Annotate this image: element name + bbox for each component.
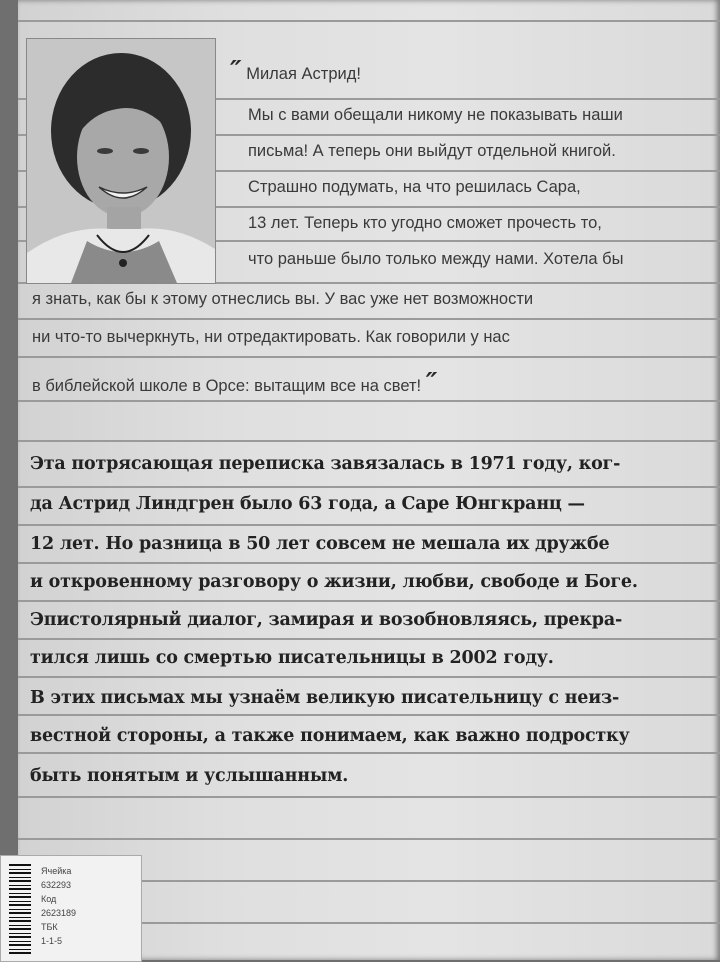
description-line: 12 лет. Но разница в 50 лет совсем не мешала их дружбе	[30, 534, 610, 554]
ruled-line	[18, 440, 720, 442]
ruled-line	[18, 796, 720, 798]
open-quote-mark: ″	[230, 56, 242, 86]
quote-line: письма! А теперь они выйдут отдельной книгой.	[248, 142, 616, 160]
barcode	[9, 862, 31, 954]
quote-text-block	[230, 56, 700, 270]
quote-text-block-continued	[32, 282, 702, 398]
ruled-line	[18, 20, 720, 22]
ruled-line	[18, 838, 720, 840]
description-line: да Астрид Линдгрен было 63 года, а Саре Юнгкранц —	[30, 494, 585, 514]
book-back-cover	[18, 0, 720, 960]
quote-line: 13 лет. Теперь кто угодно сможет прочесть то,	[248, 214, 602, 232]
description-line: вестной стороны, а также понимаем, как важно подростку	[30, 726, 630, 746]
sticker-line: Ячейка	[41, 866, 72, 876]
quote-line: Страшно подумать, на что решилась Сара,	[248, 178, 581, 196]
close-quote-mark: ″	[425, 368, 438, 398]
description-line: Эта потрясающая переписка завязалась в 1971 году, ког-	[30, 454, 621, 474]
description-line: и откровенному разговору о жизни, любви, свободе и Боге.	[30, 572, 638, 592]
description-line: быть понятым и услышанным.	[30, 766, 349, 786]
quote-line: ни что-то вычеркнуть, ни отредактировать. Как говорили у нас	[32, 328, 510, 346]
sticker-line: 2623189	[41, 908, 77, 918]
quote-line: Милая Астрид!	[246, 65, 361, 83]
quote-line: в библейской школе в Орсе: вытащим все на свет!	[32, 377, 422, 395]
sticker-line: 1-1-5	[41, 936, 63, 946]
book-description	[30, 448, 710, 794]
description-line: тился лишь со смертью писательницы в 2002 году.	[30, 648, 554, 668]
author-photo	[26, 38, 216, 284]
quote-line: что раньше было только между нами. Хотела бы	[248, 250, 624, 268]
quote-line: Мы с вами обещали никому не показывать наши	[248, 106, 623, 124]
description-line: Эпистолярный диалог, замирая и возобновляясь, прекра-	[30, 610, 623, 630]
library-sticker	[0, 855, 142, 962]
sticker-line: 632293	[41, 880, 72, 890]
description-line: В этих письмах мы узнаём великую писательницу с неиз-	[30, 688, 620, 708]
sticker-line: ТБК	[41, 922, 58, 932]
ruled-line	[18, 400, 720, 402]
quote-line: я знать, как бы к этому отнеслись вы. У вас уже нет возможности	[32, 290, 534, 308]
sticker-line: Код	[41, 894, 57, 904]
